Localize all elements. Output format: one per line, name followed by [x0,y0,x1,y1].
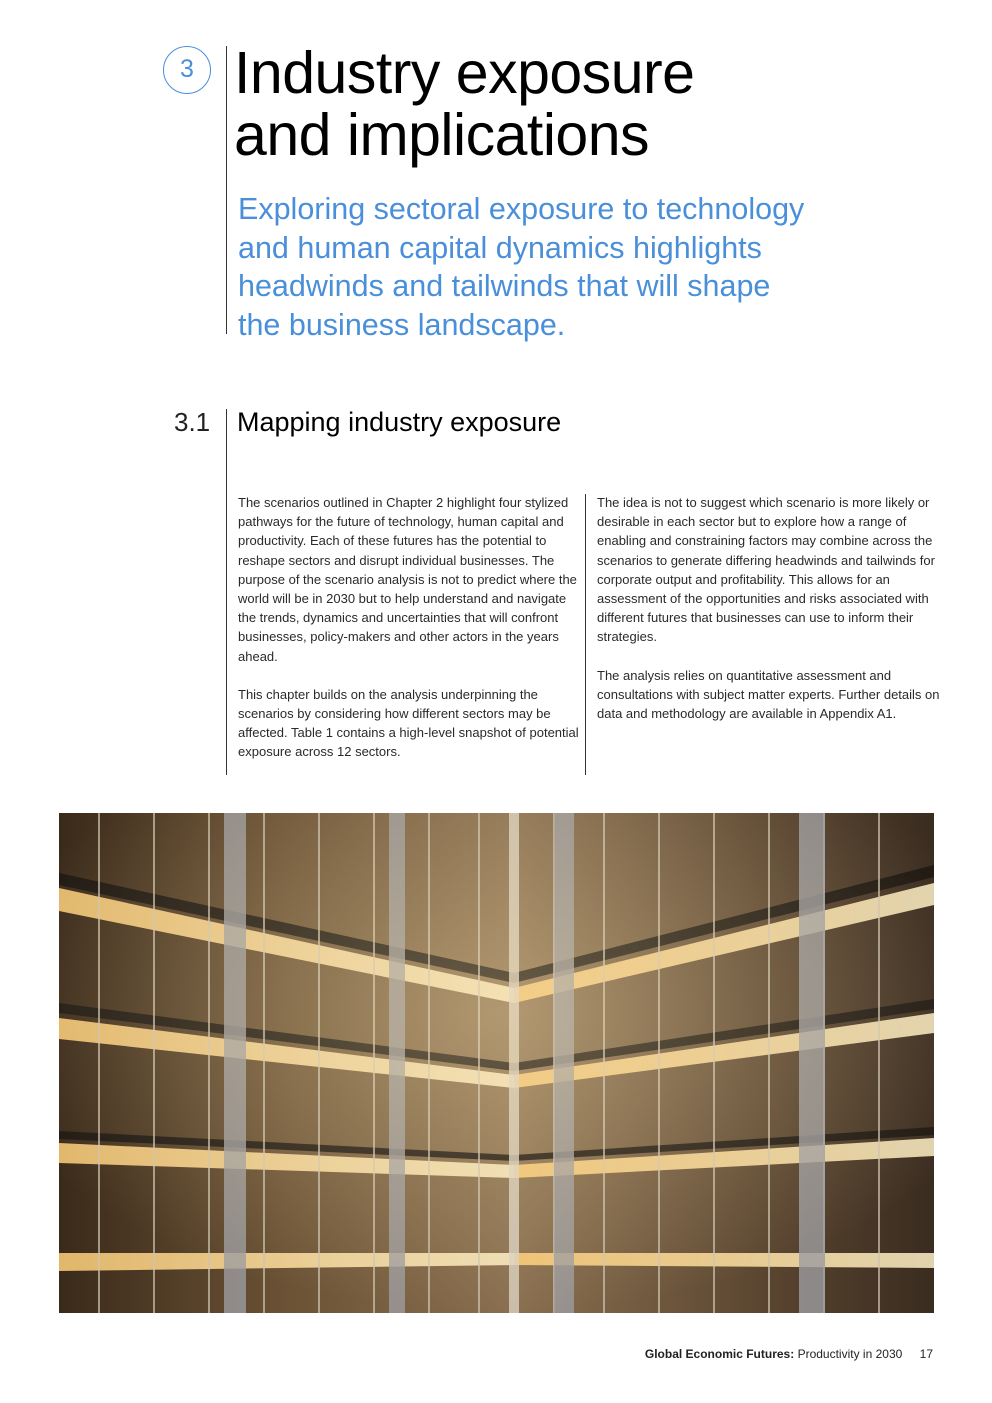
page-number: 17 [919,1347,933,1361]
subtitle-line: headwinds and tailwinds that will shape [238,269,771,303]
body-paragraph: The scenarios outlined in Chapter 2 highlight four stylized pathways for the future of technology, human capital and productivity. Each of these futures has the potential to reshape sectors and disrupt individual businesses. The purpose of the scenario analysis is not to predict where the world will be in 2030 but to help understand and navigate the trends, dynamics and uncertainties that will confront businesses, policy-makers and other actors in the years ahead. [238,495,577,664]
chapter-number-badge: 3 [163,46,211,94]
office-building-photo [59,813,934,1313]
body-paragraph: The idea is not to suggest which scenario is more likely or desirable in each sector but to explore how a range of enabling and constraining factors may combine across the scenarios to generate differing headwinds and tailwinds for corporate output and profitability. This allows for an assessment of the opportunities and risks associated with different futures that businesses can use to inform their strategies. [597,495,935,645]
subtitle-line: and human capital dynamics highlights [238,230,762,265]
body-column-left [238,493,583,781]
body-paragraph: This chapter builds on the analysis underpinning the scenarios by considering how different sectors may be affected. Table 1 contains a high-level snapshot of potential exposure across 12 sectors. [238,686,579,760]
footer-publication-subtitle: Productivity in 2030 [797,1347,903,1361]
section-title: Mapping industry exposure [237,407,562,437]
footer-publication-title: Global Economic Futures: [644,1347,795,1361]
subtitle-line: Exploring sectoral exposure to technology [238,192,805,226]
chapter-subtitle [238,190,918,344]
body-paragraph: The analysis relies on quantitative assessment and consultations with subject matter experts. Further details on data and methodology are available in Appendix A1. [597,667,940,722]
page-footer [0,1346,933,1362]
body-column-right [597,493,942,742]
column-divider [585,494,586,775]
chapter-title-line: Industry exposure [234,40,695,106]
chapter-divider [226,46,227,334]
section-divider [226,409,227,775]
section-number: 3.1 [174,407,211,437]
chapter-title [234,42,934,166]
chapter-title-line: and implications [234,102,650,168]
subtitle-line: the business landscape. [238,307,566,342]
